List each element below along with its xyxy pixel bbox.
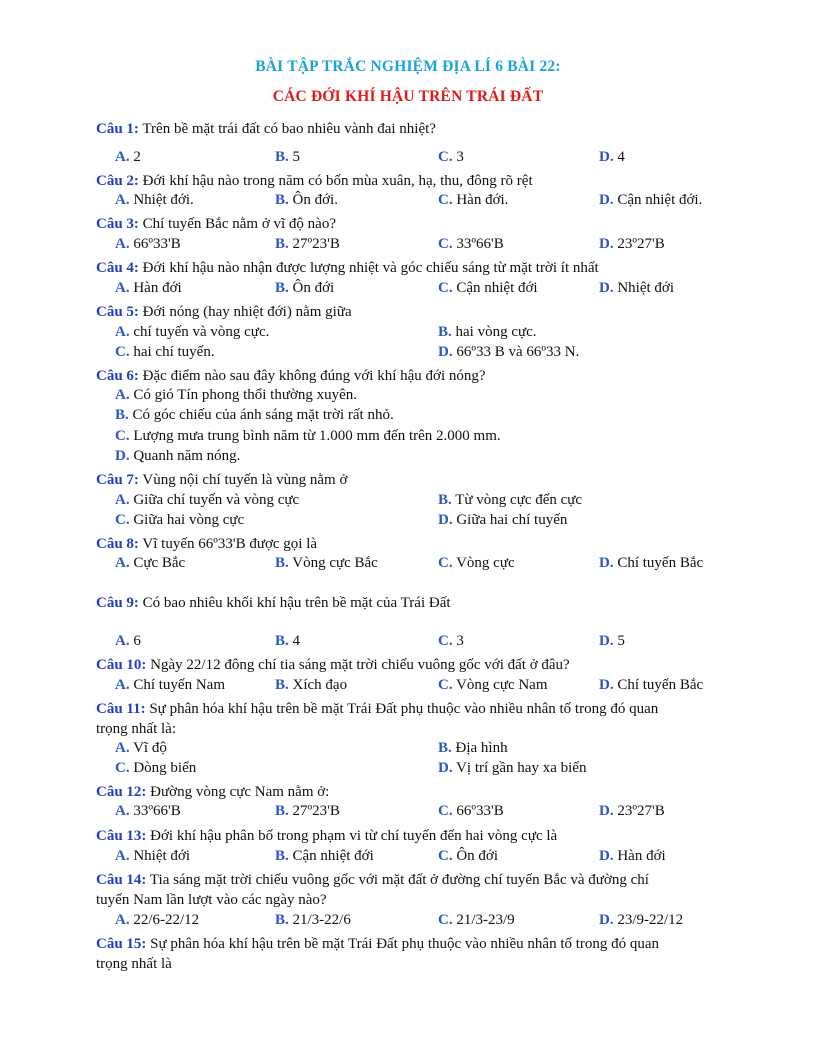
question-text: Chí tuyến Bắc nằm ở vĩ độ nào? (138, 216, 336, 232)
option-text: 5 (613, 633, 625, 649)
answer-option (115, 323, 269, 341)
answer-option (115, 343, 215, 361)
option-letter: B. (275, 192, 289, 208)
question-stem (96, 594, 451, 612)
option-text: Có gió Tín phong thổi thường xuyên. (129, 387, 358, 403)
answer-option (599, 911, 683, 929)
option-text: Giữa chí tuyến và vòng cực (129, 492, 300, 508)
answer-option (275, 911, 351, 929)
option-letter: B. (275, 677, 289, 693)
question-number: Câu 15: (96, 936, 147, 952)
answer-option (275, 676, 347, 694)
question-stem (96, 535, 317, 553)
option-letter: A. (115, 192, 130, 208)
option-letter: B. (438, 492, 452, 508)
option-text: Vòng cực Nam (452, 677, 548, 693)
question-stem (96, 367, 486, 385)
option-text: Cận nhiệt đới. (613, 192, 703, 208)
answer-option (599, 279, 674, 297)
option-letter: B. (275, 149, 289, 165)
page-title: BÀI TẬP TRẮC NGHIỆM ĐỊA LÍ 6 BÀI 22: (255, 58, 561, 75)
question-number: Câu 1: (96, 121, 139, 137)
option-text: 66º33'B (452, 803, 504, 819)
option-letter: C. (438, 280, 453, 296)
answer-option (438, 739, 508, 757)
option-letter: D. (599, 633, 614, 649)
option-text: Cận nhiệt đới (288, 848, 374, 864)
question-stem (96, 935, 659, 953)
option-letter: C. (115, 344, 130, 360)
question-text: Đới khí hậu nào nhận được lượng nhiệt và góc chiếu sáng từ mặt trời ít nhất (138, 260, 599, 276)
option-letter: C. (438, 633, 453, 649)
option-text: 66º33'B (129, 236, 181, 252)
option-letter: D. (438, 512, 453, 528)
option-text: Giữa hai vòng cực (129, 512, 245, 528)
option-letter: A. (115, 236, 130, 252)
option-text: Ôn đới (288, 280, 335, 296)
question-text: Tia sáng mặt trời chiếu vuông gốc với mặt đất ở đường chí tuyến Bắc và đường chí (146, 872, 649, 888)
answer-option (438, 676, 548, 694)
question-stem (96, 700, 658, 718)
option-text: Vĩ độ (129, 740, 167, 756)
answer-option (115, 802, 181, 820)
option-text: Ôn đới (452, 848, 499, 864)
answer-option (438, 191, 508, 209)
option-letter: C. (438, 555, 453, 571)
question-text: Đặc điểm nào sau đây không đúng với khí hậu đới nóng? (138, 368, 486, 384)
option-letter: A. (115, 149, 130, 165)
option-letter: D. (599, 280, 614, 296)
option-text: Chí tuyến Bắc (613, 555, 704, 571)
option-letter: A. (115, 324, 130, 340)
option-letter: A. (115, 555, 130, 571)
answer-option (115, 427, 501, 445)
option-text: Địa hình (451, 740, 508, 756)
option-letter: B. (275, 848, 289, 864)
answer-option (438, 235, 504, 253)
question-stem (96, 471, 347, 489)
option-text: Nhiệt đới (613, 280, 675, 296)
question-number: Câu 6: (96, 368, 139, 384)
answer-option (115, 554, 185, 572)
question-number: Câu 7: (96, 472, 139, 488)
question-stem (96, 172, 533, 190)
answer-option (599, 191, 702, 209)
question-text: Sự phân hóa khí hậu trên bề mặt Trái Đất phụ thuộc vào nhiều nhân tố trong đó quan (145, 701, 659, 717)
question-number: Câu 11: (96, 701, 146, 717)
answer-option (438, 632, 464, 650)
answer-option (438, 343, 579, 361)
option-letter: B. (275, 633, 289, 649)
option-text: 33º66'B (129, 803, 181, 819)
question-text: Có bao nhiêu khối khí hậu trên bề mặt của Trái Đất (138, 595, 451, 611)
option-text: 5 (288, 149, 301, 165)
option-text: Nhiệt đới (129, 848, 191, 864)
question-stem (96, 656, 570, 674)
answer-option (438, 323, 537, 341)
option-text: 66º33 B và 66º33 N. (452, 344, 580, 360)
question-stem (96, 827, 557, 845)
option-letter: D. (599, 912, 614, 928)
option-letter: B. (275, 280, 289, 296)
option-letter: B. (438, 740, 452, 756)
option-letter: C. (438, 677, 453, 693)
question-number: Câu 9: (96, 595, 139, 611)
option-letter: C. (438, 803, 453, 819)
option-letter: A. (115, 803, 130, 819)
option-letter: D. (599, 236, 614, 252)
option-letter: D. (599, 192, 614, 208)
question-text: Vĩ tuyến 66º33'B được gọi là (138, 536, 318, 552)
option-letter: A. (115, 848, 130, 864)
question-number: Câu 8: (96, 536, 139, 552)
option-letter: C. (438, 236, 453, 252)
option-text: Vị trí gần hay xa biển (452, 760, 587, 776)
option-letter: C. (438, 149, 453, 165)
question-stem (96, 871, 649, 889)
option-text: Giữa hai chí tuyến (452, 512, 568, 528)
answer-option (115, 148, 141, 166)
answer-option (275, 279, 334, 297)
option-text: Lượng mưa trung bình năm từ 1.000 mm đến trên 2.000 mm. (129, 428, 501, 444)
question-text: Sự phân hóa khí hậu trên bề mặt Trái Đất phụ thuộc vào nhiều nhân tố trong đó quan (146, 936, 660, 952)
option-letter: D. (599, 677, 614, 693)
answer-option (115, 511, 244, 529)
answer-option (115, 406, 394, 424)
question-stem (96, 783, 329, 801)
option-letter: B. (275, 912, 289, 928)
option-text: Hàn đới (129, 280, 182, 296)
option-text: 21/3-22/6 (288, 912, 351, 928)
question-text: Đường vòng cực Nam nằm ở: (146, 784, 330, 800)
option-text: 33º66'B (452, 236, 504, 252)
question-text-continued: trọng nhất là (96, 956, 172, 972)
question-number: Câu 2: (96, 173, 139, 189)
answer-option (115, 847, 190, 865)
option-letter: C. (438, 192, 453, 208)
option-text: Chí tuyến Nam (129, 677, 225, 693)
option-text: 3 (452, 633, 464, 649)
answer-option (115, 911, 199, 929)
option-text: Cận nhiệt đới (452, 280, 538, 296)
option-text: Hàn đới (613, 848, 666, 864)
answer-option (115, 386, 357, 404)
question-text: Đới khí hậu nào trong năm có bốn mùa xuân, hạ, thu, đông rõ rệt (138, 173, 533, 189)
answer-option (275, 632, 300, 650)
option-text: Chí tuyến Bắc (613, 677, 704, 693)
option-letter: B. (438, 324, 452, 340)
answer-option (599, 802, 665, 820)
option-text: Xích đạo (288, 677, 348, 693)
option-text: Cực Bắc (129, 555, 186, 571)
answer-option (275, 148, 300, 166)
question-number: Câu 10: (96, 657, 147, 673)
question-stem (96, 215, 336, 233)
option-letter: B. (275, 236, 289, 252)
option-text: 23º27'B (613, 236, 665, 252)
option-letter: A. (115, 912, 130, 928)
answer-option (275, 235, 340, 253)
option-letter: C. (115, 512, 130, 528)
answer-option (115, 676, 225, 694)
answer-option (438, 511, 567, 529)
answer-option (275, 191, 338, 209)
option-text: hai chí tuyến. (129, 344, 215, 360)
option-text: 2 (129, 149, 141, 165)
answer-option (115, 447, 240, 465)
question-text: Vùng nội chí tuyến là vùng nằm ở (138, 472, 348, 488)
option-letter: A. (115, 280, 130, 296)
option-letter: D. (599, 149, 614, 165)
answer-option (599, 632, 625, 650)
option-letter: A. (115, 492, 130, 508)
question-number: Câu 4: (96, 260, 139, 276)
answer-option (275, 847, 374, 865)
option-text: Vòng cực (452, 555, 515, 571)
option-letter: B. (275, 555, 289, 571)
option-letter: D. (438, 760, 453, 776)
question-number: Câu 5: (96, 304, 139, 320)
option-text: 23/9-22/12 (613, 912, 684, 928)
answer-option (115, 279, 182, 297)
answer-option (438, 491, 582, 509)
question-text: Đới nóng (hay nhiệt đới) nằm giữa (138, 304, 352, 320)
answer-option (115, 235, 181, 253)
question-text: Ngày 22/12 đông chí tia sáng mặt trời chiếu vuông gốc với đất ở đâu? (146, 657, 570, 673)
answer-option (438, 911, 515, 929)
option-text: Từ vòng cực đến cực (451, 492, 583, 508)
option-text: 4 (613, 149, 625, 165)
option-letter: A. (115, 387, 130, 403)
page-subtitle: CÁC ĐỚI KHÍ HẬU TRÊN TRÁI ĐẤT (272, 88, 544, 105)
question-number: Câu 14: (96, 872, 147, 888)
question-number: Câu 12: (96, 784, 147, 800)
option-letter: B. (275, 803, 289, 819)
option-text: Quanh năm nóng. (129, 448, 241, 464)
option-text: Hàn đới. (452, 192, 509, 208)
answer-option (599, 676, 703, 694)
option-letter: C. (438, 848, 453, 864)
answer-option (438, 554, 515, 572)
option-letter: C. (438, 912, 453, 928)
option-text: Dòng biển (129, 760, 197, 776)
option-letter: C. (115, 428, 130, 444)
option-text: 21/3-23/9 (452, 912, 515, 928)
answer-option (115, 191, 194, 209)
question-text: Đới khí hậu phân bố trong phạm vi từ chí tuyến đến hai vòng cực là (146, 828, 558, 844)
option-letter: A. (115, 677, 130, 693)
question-number: Câu 3: (96, 216, 139, 232)
question-stem (96, 259, 599, 277)
option-text: 22/6-22/12 (129, 912, 200, 928)
option-text: 6 (129, 633, 141, 649)
answer-option (599, 847, 666, 865)
answer-option (599, 554, 703, 572)
option-text: 27º23'B (288, 803, 340, 819)
question-stem (96, 303, 352, 321)
question-text-continued: tuyến Nam lần lượt vào các ngày nào? (96, 892, 327, 908)
answer-option (599, 148, 625, 166)
option-text: 23º27'B (613, 803, 665, 819)
option-text: Ôn đới. (288, 192, 338, 208)
option-text: chí tuyến và vòng cực. (129, 324, 270, 340)
option-letter: D. (115, 448, 130, 464)
option-letter: D. (599, 555, 614, 571)
answer-option (275, 554, 378, 572)
answer-option (275, 802, 340, 820)
option-letter: C. (115, 760, 130, 776)
answer-option (115, 739, 167, 757)
answer-option (438, 759, 586, 777)
answer-option (599, 235, 665, 253)
answer-option (115, 759, 196, 777)
option-text: Vòng cực Bắc (288, 555, 378, 571)
answer-option (115, 632, 141, 650)
answer-option (438, 802, 504, 820)
option-letter: A. (115, 633, 130, 649)
option-letter: D. (438, 344, 453, 360)
option-text: 4 (288, 633, 301, 649)
option-text: 27º23'B (288, 236, 340, 252)
option-letter: D. (599, 848, 614, 864)
option-letter: B. (115, 407, 129, 423)
answer-option (438, 847, 498, 865)
option-letter: D. (599, 803, 614, 819)
question-text-continued: trọng nhất là: (96, 721, 176, 737)
answer-option (438, 148, 464, 166)
question-text: Trên bề mặt trái đất có bao nhiêu vành đai nhiệt? (138, 121, 436, 137)
answer-option (438, 279, 538, 297)
question-number: Câu 13: (96, 828, 147, 844)
option-text: hai vòng cực. (451, 324, 537, 340)
option-letter: A. (115, 740, 130, 756)
option-text: 3 (452, 149, 464, 165)
question-stem (96, 120, 436, 138)
answer-option (115, 491, 299, 509)
option-text: Nhiệt đới. (129, 192, 194, 208)
option-text: Có góc chiếu của ánh sáng mặt trời rất nhỏ. (128, 407, 394, 423)
